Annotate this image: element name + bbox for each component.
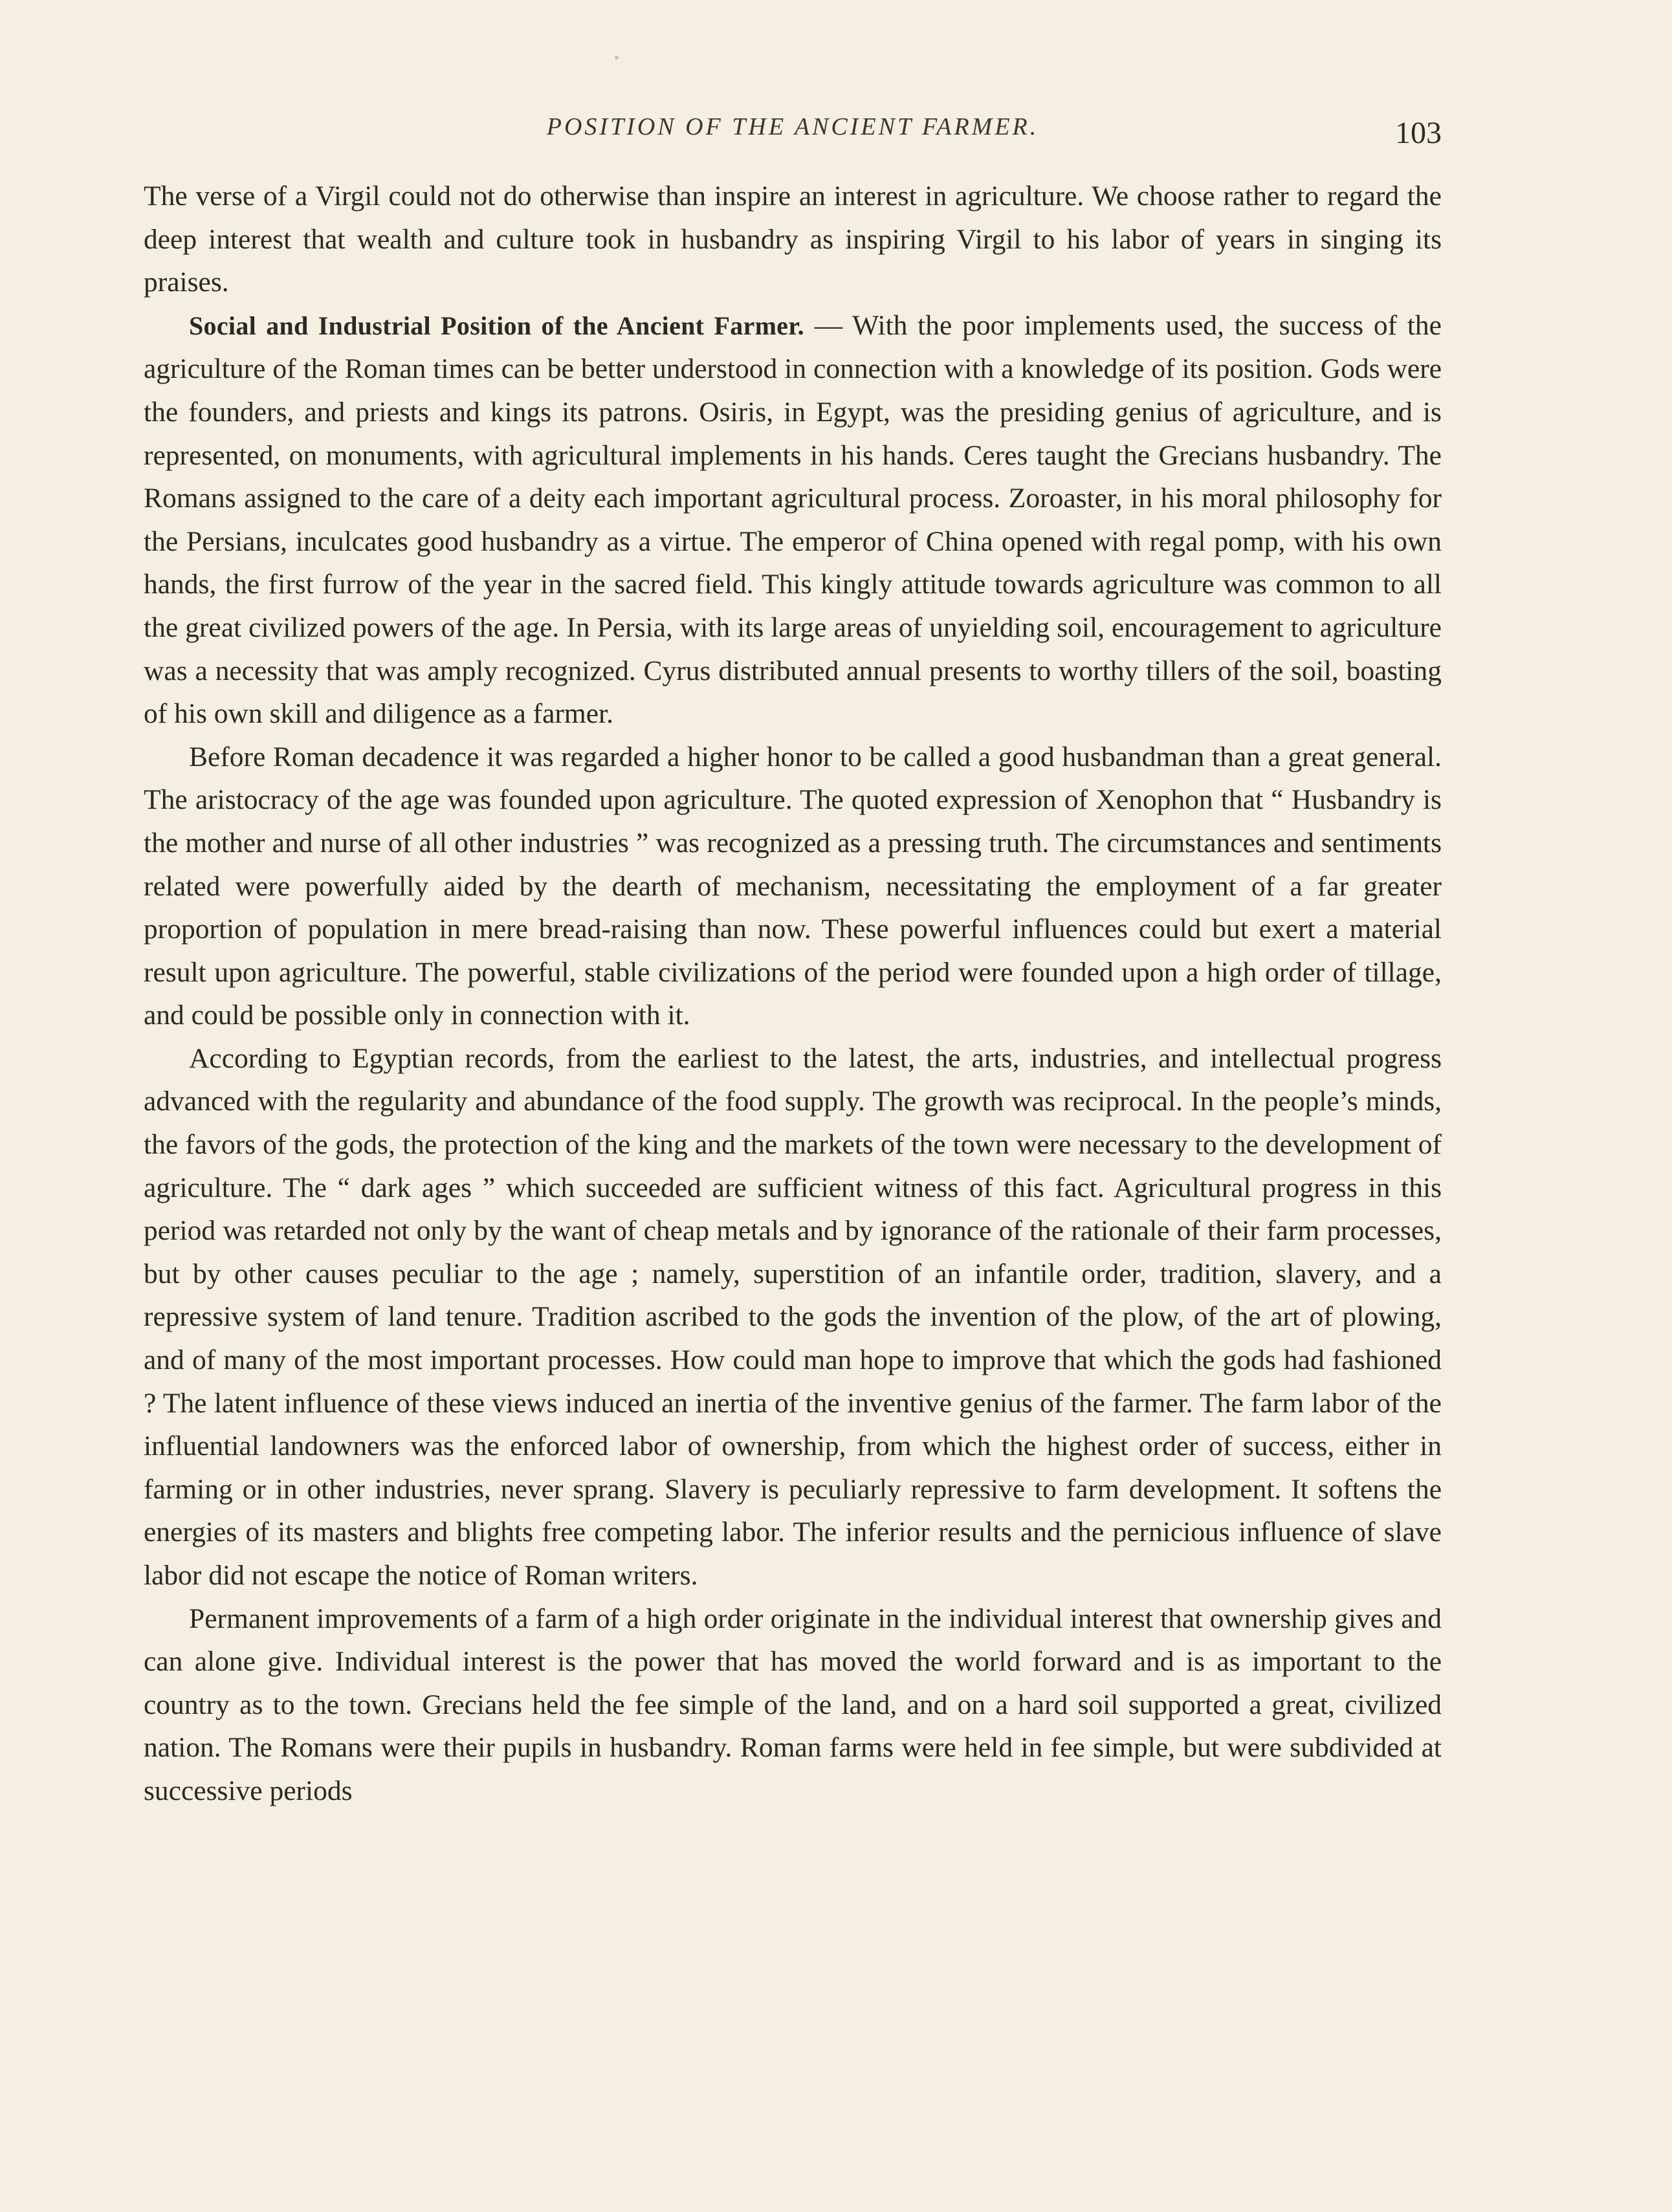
running-title: POSITION OF THE ANCIENT FARMER. (546, 113, 1039, 140)
paragraph-4: According to Egyptian records, from the earliest to the latest, the arts, industries, and intellectual progress advanced with the regularity and abundance of the food supply. The growth was reciprocal. In the people’s minds, the favors of the gods, the protection of the king and the markets of the town were necessary to the development of agriculture. The “ dark ages ” which succeeded are sufficient witness of this fact. Agricultural progress in this period was retarded not only by the want of cheap metals and by ignorance of the rationale of their farm processes, but by other causes peculiar to the age ; namely, superstition of an infantile order, tradition, slavery, and a repressive system of land tenure. Tradition ascribed to the gods the invention of the plow, of the art of plowing, and of many of the most important processes. How could man hope to improve that which the gods had fashioned ? The latent influence of these views induced an inertia of the inventive genius of the farmer. The farm labor of the influential landowners was the enforced labor of ownership, from which the highest order of success, either in farming or in other industries, never sprang. Slavery is peculiarly repressive to farm development. It softens the energies of its masters and blights free competing labor. The inferior results and the pernicious influence of slave labor did not escape the notice of Roman writers. (144, 1042, 1442, 1591)
page-number: 103 (1395, 116, 1442, 150)
paragraph-5: Permanent improvements of a farm of a high order originate in the individual interest that ownership gives and can alone give. Individual interest is the power that has moved the world forward and is as important to the country as to the town. Grecians held the fee simple of the land, and on a hard soil supported a great, civilized nation. The Romans were their pupils in husbandry. Roman farms were held in fee simple, but were subdivided at successive periods (144, 1603, 1442, 1806)
paragraph-2 (144, 304, 1442, 736)
running-header (144, 107, 1442, 150)
section-heading: Social and Industrial Position of the Ancient Farmer. (189, 311, 804, 340)
paragraph-1: The verse of a Virgil could not do otherwise than inspire an interest in agriculture. We choose rather to regard the deep interest that wealth and culture took in husbandry as inspiring Virgil to his labor of years in singing its praises. (144, 181, 1442, 298)
paragraph-2-text: — With the poor implements used, the success of the agriculture of the Roman times can be better understood in connection with a knowledge of its position. Gods were the founders, and priests and kings its patrons. Osiris, in Egypt, was the presiding genius of agriculture, and is represented, on monuments, with agricultural implements in his hands. Ceres taught the Grecians husbandry. The Romans assigned to the care of a deity each important agricultural process. Zoroaster, in his moral philosophy for the Persians, inculcates good husbandry as a virtue. The emperor of China opened with regal pomp, with his own hands, the first furrow of the year in the sacred field. This kingly attitude towards agriculture was common to all the great civilized powers of the age. In Persia, with its large areas of unyielding soil, encouragement to agriculture was a necessity that was amply recognized. Cyrus distributed annual presents to worthy tillers of the soil, boasting of his own skill and diligence as a farmer. (144, 309, 1442, 730)
ink-speck (615, 56, 619, 60)
body-text (144, 175, 1442, 1813)
paragraph-3: Before Roman decadence it was regarded a higher honor to be called a good husbandman than a great general. The aristocracy of the age was founded upon agriculture. The quoted expression of Xenophon that “ Husbandry is the mother and nurse of all other industries ” was recognized as a pressing truth. The circumstances and sentiments related were powerfully aided by the dearth of mechanism, necessitating the employment of a far greater proportion of population in mere bread-raising than now. These powerful influences could but exert a material result upon agriculture. The powerful, stable civilizations of the period were founded upon a high order of tillage, and could be possible only in connection with it. (144, 741, 1442, 1031)
